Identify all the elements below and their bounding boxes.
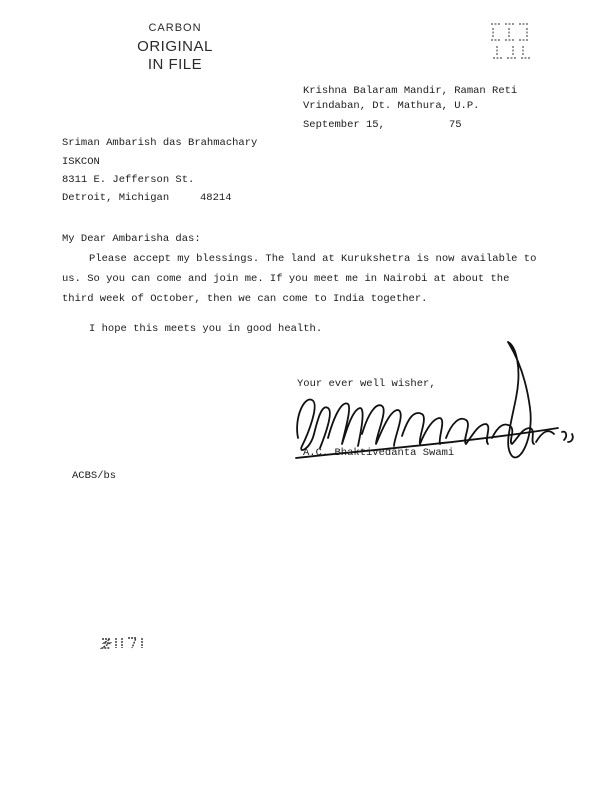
body-line-1: Please accept my blessings. The land at Kurukshetra is now available to <box>89 253 537 265</box>
body-line-2: us. So you can come and join me. If you meet me in Nairobi at about the <box>62 273 510 285</box>
stamp-carbon: CARBON <box>148 22 202 34</box>
letter-year: 75 <box>449 119 462 131</box>
recipient-org: ISKCON <box>62 156 100 168</box>
body-line-3: third week of October, then we can come to India together. <box>62 293 428 305</box>
salutation: My Dear Ambarisha das: <box>62 233 201 245</box>
sender-address-line1: Krishna Balaram Mandir, Raman Reti <box>303 85 518 97</box>
recipient-street: 8311 E. Jefferson St. <box>62 174 195 186</box>
signatory-name: A.C. Bhaktivedanta Swami <box>303 447 455 459</box>
sender-address-line2: Vrindaban, Dt. Mathura, U.P. <box>303 100 480 112</box>
stamp-in-file: IN FILE <box>147 56 203 73</box>
letter-date: September 15, <box>303 119 385 131</box>
corner-number-stamp <box>487 18 535 62</box>
carbon-original-stamp <box>130 22 220 74</box>
recipient-city: Detroit, Michigan <box>62 192 170 204</box>
valediction: Your ever well wisher, <box>297 378 436 390</box>
body-line-4: I hope this meets you in good health. <box>89 323 323 335</box>
reference-initials: ACBS/bs <box>72 470 117 482</box>
page-number-mark <box>100 636 150 650</box>
recipient-name: Sriman Ambarish das Brahmachary <box>62 137 258 149</box>
recipient-zip: 48214 <box>200 192 232 204</box>
stamp-original: ORIGINAL <box>137 38 213 55</box>
